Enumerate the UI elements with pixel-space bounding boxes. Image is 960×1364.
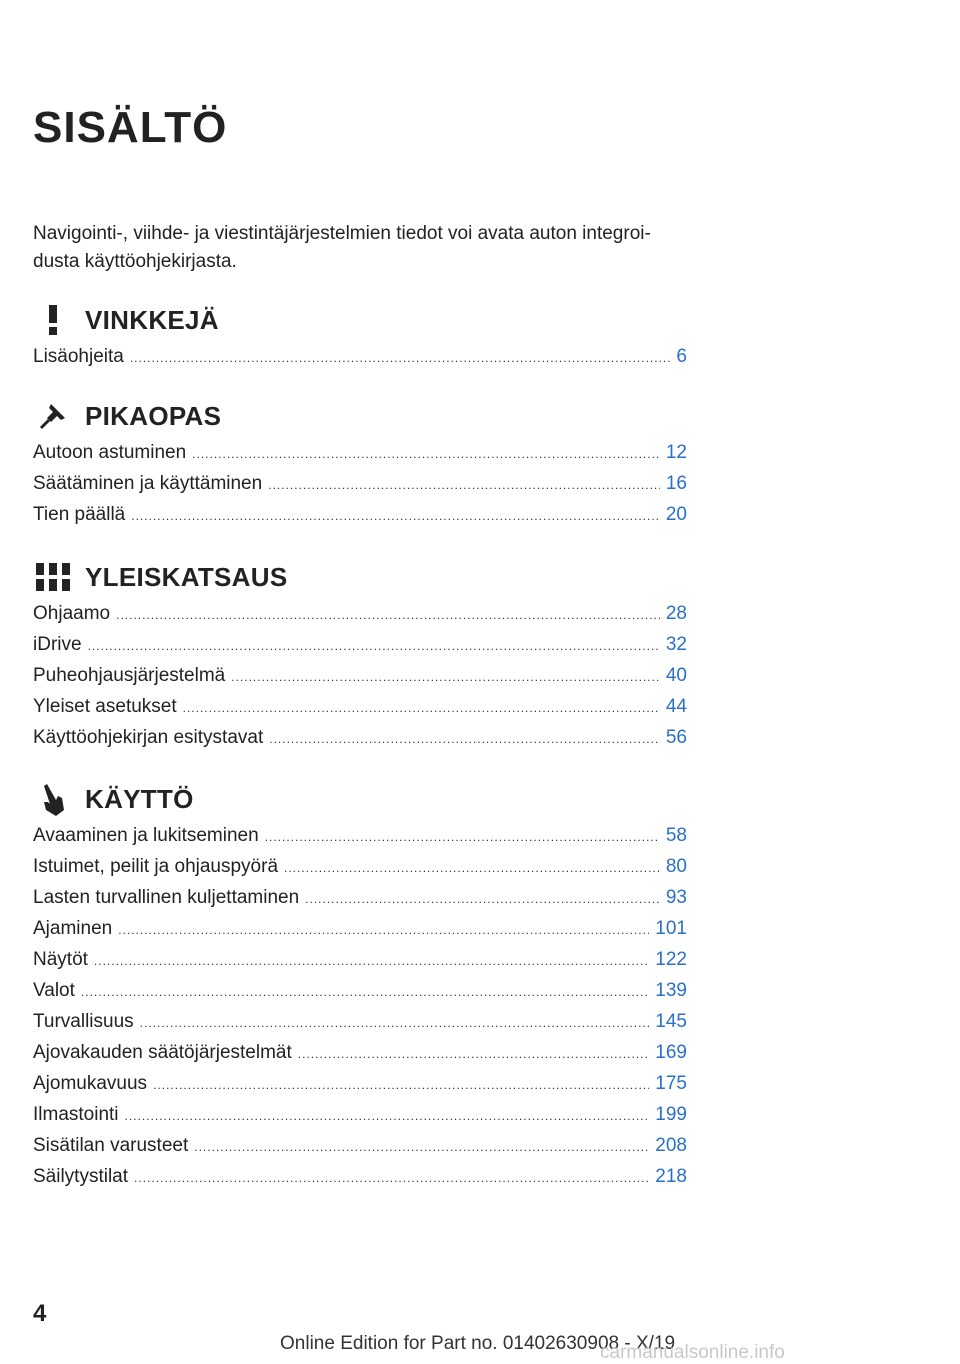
- toc-entry[interactable]: [33, 665, 687, 696]
- toc-entry[interactable]: [33, 727, 687, 758]
- toc-entry-label[interactable]: Ohjaamo: [33, 603, 111, 624]
- toc-entry[interactable]: [33, 980, 687, 1011]
- toc-entry-label[interactable]: Istuimet, peilit ja ohjauspyörä: [33, 856, 279, 877]
- toc-entry-page[interactable]: 40: [665, 665, 687, 686]
- leader-dots: [284, 861, 660, 875]
- leader-dots: [231, 670, 660, 684]
- toc-entry[interactable]: [33, 825, 687, 856]
- toc-section-kaytto: [33, 779, 687, 1197]
- toc-section-vinkkeja: [33, 300, 687, 377]
- hand-pointer-icon: [33, 781, 73, 817]
- leader-dots: [134, 1171, 649, 1185]
- leader-dots: [130, 351, 671, 365]
- leader-dots: [298, 1047, 650, 1061]
- toc-entry-page[interactable]: 44: [665, 696, 687, 717]
- toc-entry[interactable]: [33, 603, 687, 634]
- toc-entry[interactable]: [33, 442, 687, 473]
- toc-entry[interactable]: [33, 1135, 687, 1166]
- toc-entry-page[interactable]: 101: [655, 918, 687, 939]
- leader-dots: [305, 892, 660, 906]
- grid-icon: [33, 559, 73, 595]
- toc-section-yleiskatsaus: [33, 557, 687, 758]
- page-title: SISÄLTÖ: [33, 103, 228, 152]
- toc-entry-page[interactable]: 32: [665, 634, 687, 655]
- toc-entry[interactable]: [33, 1104, 687, 1135]
- leader-dots: [118, 923, 649, 937]
- leader-dots: [125, 1109, 650, 1123]
- toc-entry-page[interactable]: 208: [655, 1135, 687, 1156]
- section-title: KÄYTTÖ: [85, 783, 194, 814]
- watermark: carmanualsonline.info: [600, 1342, 785, 1363]
- toc-entry-page[interactable]: 218: [655, 1166, 687, 1187]
- page-number: 4: [33, 1300, 47, 1327]
- toc-entry[interactable]: [33, 696, 687, 727]
- toc-entry-page[interactable]: 28: [665, 603, 687, 624]
- toc-entry[interactable]: [33, 949, 687, 980]
- toc-entry-page[interactable]: 16: [665, 473, 687, 494]
- section-title: PIKAOPAS: [85, 400, 222, 431]
- section-title: VINKKEJÄ: [85, 304, 219, 335]
- toc-entry-page[interactable]: 122: [655, 949, 687, 970]
- leader-dots: [131, 509, 660, 523]
- toc-entry[interactable]: [33, 504, 687, 535]
- toc-entry-page[interactable]: 6: [676, 346, 687, 367]
- footer-edition: Online Edition for Part no. 01402630908 - X/19: [280, 1333, 676, 1354]
- toc-entry[interactable]: [33, 634, 687, 665]
- toc-entry[interactable]: [33, 473, 687, 504]
- toc-entry[interactable]: [33, 918, 687, 949]
- toc-entry-label[interactable]: Ilmastointi: [33, 1104, 119, 1125]
- toc-entry[interactable]: [33, 1166, 687, 1197]
- leader-dots: [81, 985, 649, 999]
- toc-entry[interactable]: [33, 887, 687, 918]
- toc-entry-label[interactable]: Turvallisuus: [33, 1011, 134, 1032]
- section-title: YLEISKATSAUS: [85, 561, 288, 592]
- leader-dots: [88, 639, 660, 653]
- leader-dots: [194, 1140, 649, 1154]
- toc-entry-label[interactable]: Valot: [33, 980, 75, 1001]
- toc-entry-page[interactable]: 58: [665, 825, 687, 846]
- toc-entry-label[interactable]: Ajovakauden säätöjärjestelmät: [33, 1042, 292, 1063]
- toc-entry-label[interactable]: Tien päällä: [33, 504, 126, 525]
- section-header: [33, 557, 687, 597]
- toc-entry-page[interactable]: 56: [665, 727, 687, 748]
- toc-entry-label[interactable]: Säilytystilat: [33, 1166, 129, 1187]
- leader-dots: [140, 1016, 650, 1030]
- toc-entry-label[interactable]: Puheohjausjärjestelmä: [33, 665, 226, 686]
- section-header: [33, 396, 687, 436]
- toc-entry-label[interactable]: Yleiset asetukset: [33, 696, 177, 717]
- toc-entry-page[interactable]: 93: [665, 887, 687, 908]
- leader-dots: [265, 830, 660, 844]
- toc-entry-page[interactable]: 139: [655, 980, 687, 1001]
- toc-entry-label[interactable]: Käyttöohjekirjan esitystavat: [33, 727, 264, 748]
- toc-entry-label[interactable]: Lisäohjeita: [33, 346, 124, 367]
- leader-dots: [192, 447, 660, 461]
- toc-entry-label[interactable]: Näytöt: [33, 949, 88, 970]
- leader-dots: [268, 478, 660, 492]
- section-header: [33, 779, 687, 819]
- leader-dots: [153, 1078, 649, 1092]
- exclamation-icon: [33, 302, 73, 338]
- toc-entry-label[interactable]: Lasten turvallinen kuljettaminen: [33, 887, 300, 908]
- toc-entry-page[interactable]: 169: [655, 1042, 687, 1063]
- toc-entry-label[interactable]: Ajomukavuus: [33, 1073, 148, 1094]
- toc-entry-page[interactable]: 175: [655, 1073, 687, 1094]
- toc-entry-page[interactable]: 12: [665, 442, 687, 463]
- toc-entry-page[interactable]: 20: [665, 504, 687, 525]
- toc-entry-label[interactable]: Avaaminen ja lukitseminen: [33, 825, 259, 846]
- leader-dots: [94, 954, 649, 968]
- toc-entry-label[interactable]: iDrive: [33, 634, 82, 655]
- toc-entry[interactable]: [33, 1073, 687, 1104]
- toc-entry-label[interactable]: Sisätilan varusteet: [33, 1135, 189, 1156]
- toc-section-pikaopas: [33, 396, 687, 535]
- toc-entry-page[interactable]: 145: [655, 1011, 687, 1032]
- toc-entry[interactable]: [33, 1011, 687, 1042]
- toc-entry-page[interactable]: 80: [665, 856, 687, 877]
- toc-entry[interactable]: [33, 856, 687, 887]
- section-header: [33, 300, 687, 340]
- toc-entry-label[interactable]: Säätäminen ja käyttäminen: [33, 473, 263, 494]
- pin-icon: [33, 398, 73, 434]
- toc-entry-page[interactable]: 199: [655, 1104, 687, 1125]
- toc-entry[interactable]: [33, 346, 687, 377]
- toc-entry-label[interactable]: Autoon astuminen: [33, 442, 187, 463]
- toc-entry[interactable]: [33, 1042, 687, 1073]
- intro-text: Navigointi-, viihde- ja viestintäjärjestelmien tiedot voi avata auton integroi- dusta käyttöohjekirjasta.: [33, 223, 651, 272]
- toc-entry-label[interactable]: Ajaminen: [33, 918, 113, 939]
- leader-dots: [183, 701, 660, 715]
- leader-dots: [116, 608, 660, 622]
- leader-dots: [269, 732, 660, 746]
